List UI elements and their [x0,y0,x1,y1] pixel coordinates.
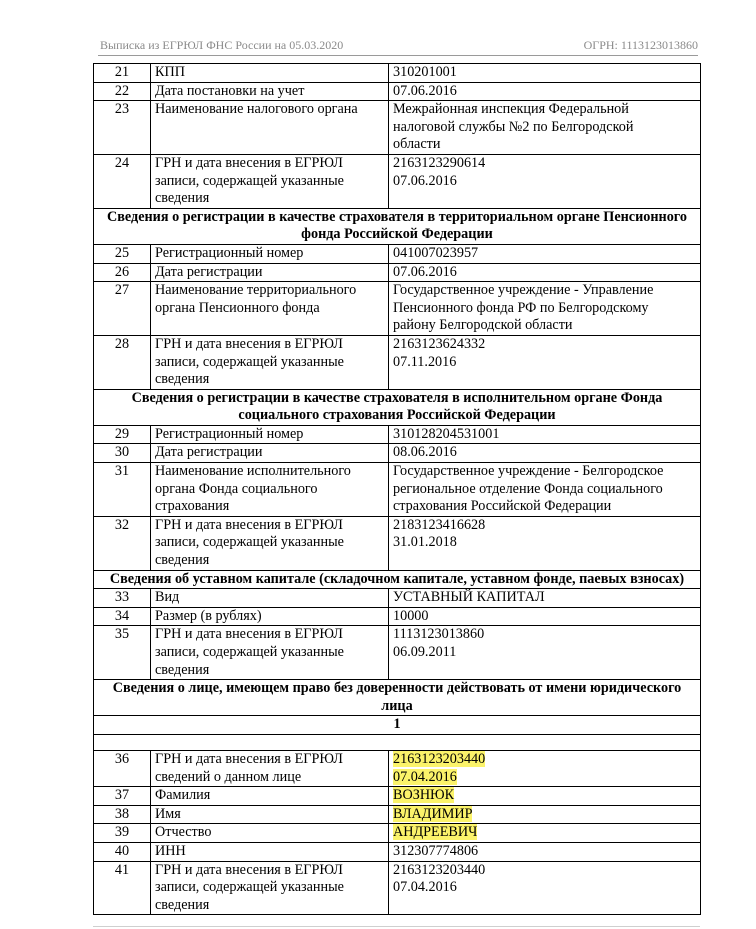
row-number: 35 [94,626,151,680]
field-label: Регистрационный номер [151,425,389,444]
field-label: Дата регистрации [151,263,389,282]
field-value-line: АНДРЕЕВИЧ [393,824,478,841]
egrul-table [93,63,701,915]
field-label: Отчество [151,824,389,843]
field-value [389,444,701,463]
table-row [94,626,701,680]
section-header-row [94,680,701,716]
field-value-line: 08.06.2016 [393,444,457,461]
field-value [389,607,701,626]
field-label: Вид [151,589,389,608]
field-value-line: Государственное учреждение - Белгородское [393,463,664,480]
row-number: 26 [94,263,151,282]
row-number: 32 [94,516,151,570]
row-number: 34 [94,607,151,626]
field-value-line: региональное отделение Фонда социального [393,480,663,497]
field-value [389,516,701,570]
row-number: 38 [94,805,151,824]
table-row [94,750,701,786]
page-header [98,37,698,56]
field-label: Наименование налогового органа [151,101,389,155]
field-value-line: Пенсионного фонда РФ по Белгородскому [393,299,649,316]
field-value [389,824,701,843]
section-title: Сведения о регистрации в качестве страхователя в территориальном органе Пенсионного фонда Российской Федерации [94,208,701,244]
field-label: Имя [151,805,389,824]
subsection-header-row [94,716,701,735]
field-label: Фамилия [151,787,389,806]
field-value [389,787,701,806]
field-label: КПП [151,64,389,83]
field-value-line: 2163123203440 [393,750,486,767]
table-row [94,463,701,517]
field-value-line: 2163123290614 [393,154,486,171]
ogrn-label: ОГРН: 1113123013860 [583,38,698,52]
section-header-row [94,208,701,244]
field-label: ГРН и дата внесения в ЕГРЮЛ записи, содержащей указанные сведения [151,861,389,915]
row-number: 24 [94,154,151,208]
table-row [94,335,701,389]
field-value-line: 310201001 [393,64,457,80]
field-value-line: 1113123013860 [393,626,485,643]
field-value-line: ВОЗНЮК [393,787,455,804]
field-value [389,805,701,824]
field-value-line: области [393,136,441,153]
row-number: 21 [94,64,151,83]
field-value-line: 2163123624332 [393,335,486,352]
row-number: 37 [94,787,151,806]
field-label: Дата постановки на учет [151,82,389,101]
field-value [389,842,701,861]
field-value-line: 07.06.2016 [393,172,457,189]
field-value-line: 07.06.2016 [393,263,457,280]
row-number: 36 [94,750,151,786]
field-label: ИНН [151,842,389,861]
table-row [94,842,701,861]
field-value-line: страхования Российской Федерации [393,498,612,515]
table-row [94,154,701,208]
field-label: ГРН и дата внесения в ЕГРЮЛ записи, содержащей указанные сведения [151,516,389,570]
table-row [94,589,701,608]
row-number: 30 [94,444,151,463]
field-value [389,244,701,263]
row-number: 33 [94,589,151,608]
table-row [94,824,701,843]
person-index: 1 [94,716,701,735]
field-value-line: 310128204531001 [393,425,500,442]
field-value-line: 07.06.2016 [393,82,457,99]
field-value-line: 07.11.2016 [393,353,457,370]
field-label: Регистрационный номер [151,244,389,263]
field-value-line: району Белгородской области [393,317,573,334]
table-row [94,805,701,824]
field-value-line: 10000 [393,607,429,624]
row-number: 25 [94,244,151,263]
section-header-row [94,570,701,589]
field-label: Наименование исполнительного органа Фонда социального страхования [151,463,389,517]
section-title: Сведения о лице, имеющем право без доверенности действовать от имени юридического лица [94,680,701,716]
table-row [94,425,701,444]
field-value [389,589,701,608]
field-value [389,861,701,915]
row-number: 31 [94,463,151,517]
field-value [389,463,701,517]
field-label: Наименование территориального органа Пенсионного фонда [151,282,389,336]
field-value-line: Государственное учреждение - Управление [393,282,654,299]
field-value-line: 07.04.2016 [393,879,457,896]
field-label: ГРН и дата внесения в ЕГРЮЛ записи, содержащей указанные сведения [151,626,389,680]
table-row [94,516,701,570]
field-label: Размер (в рублях) [151,607,389,626]
field-value-line: 2183123416628 [393,516,486,533]
section-title: Сведения о регистрации в качестве страхователя в исполнительном органе Фонда социального страхования Российской Федерации [94,389,701,425]
field-value-line: УСТАВНЫЙ КАПИТАЛ [393,589,545,606]
table-row [94,444,701,463]
field-value-line: 312307774806 [393,842,479,859]
row-number: 29 [94,425,151,444]
field-label: ГРН и дата внесения в ЕГРЮЛ записи, содержащей указанные сведения [151,154,389,208]
table-row [94,282,701,336]
field-value-line: 041007023957 [393,244,479,261]
field-label: ГРН и дата внесения в ЕГРЮЛ записи, содержащей указанные сведения [151,335,389,389]
extract-title: Выписка из ЕГРЮЛ ФНС России на 05.03.2020 [100,38,344,52]
row-number: 28 [94,335,151,389]
row-number: 22 [94,82,151,101]
table-row [94,64,701,83]
section-title: Сведения об уставном капитале (складочном капитале, уставном фонде, паевых взносах) [94,570,701,589]
field-value-line: 31.01.2018 [393,534,457,551]
table-row [94,244,701,263]
table-row [94,82,701,101]
field-value-line: 07.04.2016 [393,768,457,785]
footer-divider [93,926,700,927]
table-row [94,787,701,806]
row-number: 41 [94,861,151,915]
field-value [389,263,701,282]
field-value-line: 06.09.2011 [393,644,457,660]
table-row [94,861,701,915]
table-row [94,607,701,626]
field-value-line: 2163123203440 [393,861,486,878]
row-number: 39 [94,824,151,843]
empty-row [94,734,701,750]
field-value-line: ВЛАДИМИР [393,805,473,822]
empty-cell [94,734,701,750]
table-row [94,263,701,282]
field-label: ГРН и дата внесения в ЕГРЮЛ сведений о данном лице [151,750,389,786]
field-value [389,282,701,336]
field-value [389,750,701,786]
section-header-row [94,389,701,425]
field-value [389,425,701,444]
field-value [389,101,701,155]
field-value-line: Межрайонная инспекция Федеральной [393,101,629,118]
table-row [94,101,701,155]
field-value [389,626,701,680]
row-number: 27 [94,282,151,336]
row-number: 40 [94,842,151,861]
field-value [389,64,701,83]
field-value [389,335,701,389]
row-number: 23 [94,101,151,155]
field-label: Дата регистрации [151,444,389,463]
field-value-line: налоговой службы №2 по Белгородской [393,118,634,135]
field-value [389,154,701,208]
field-value [389,82,701,101]
